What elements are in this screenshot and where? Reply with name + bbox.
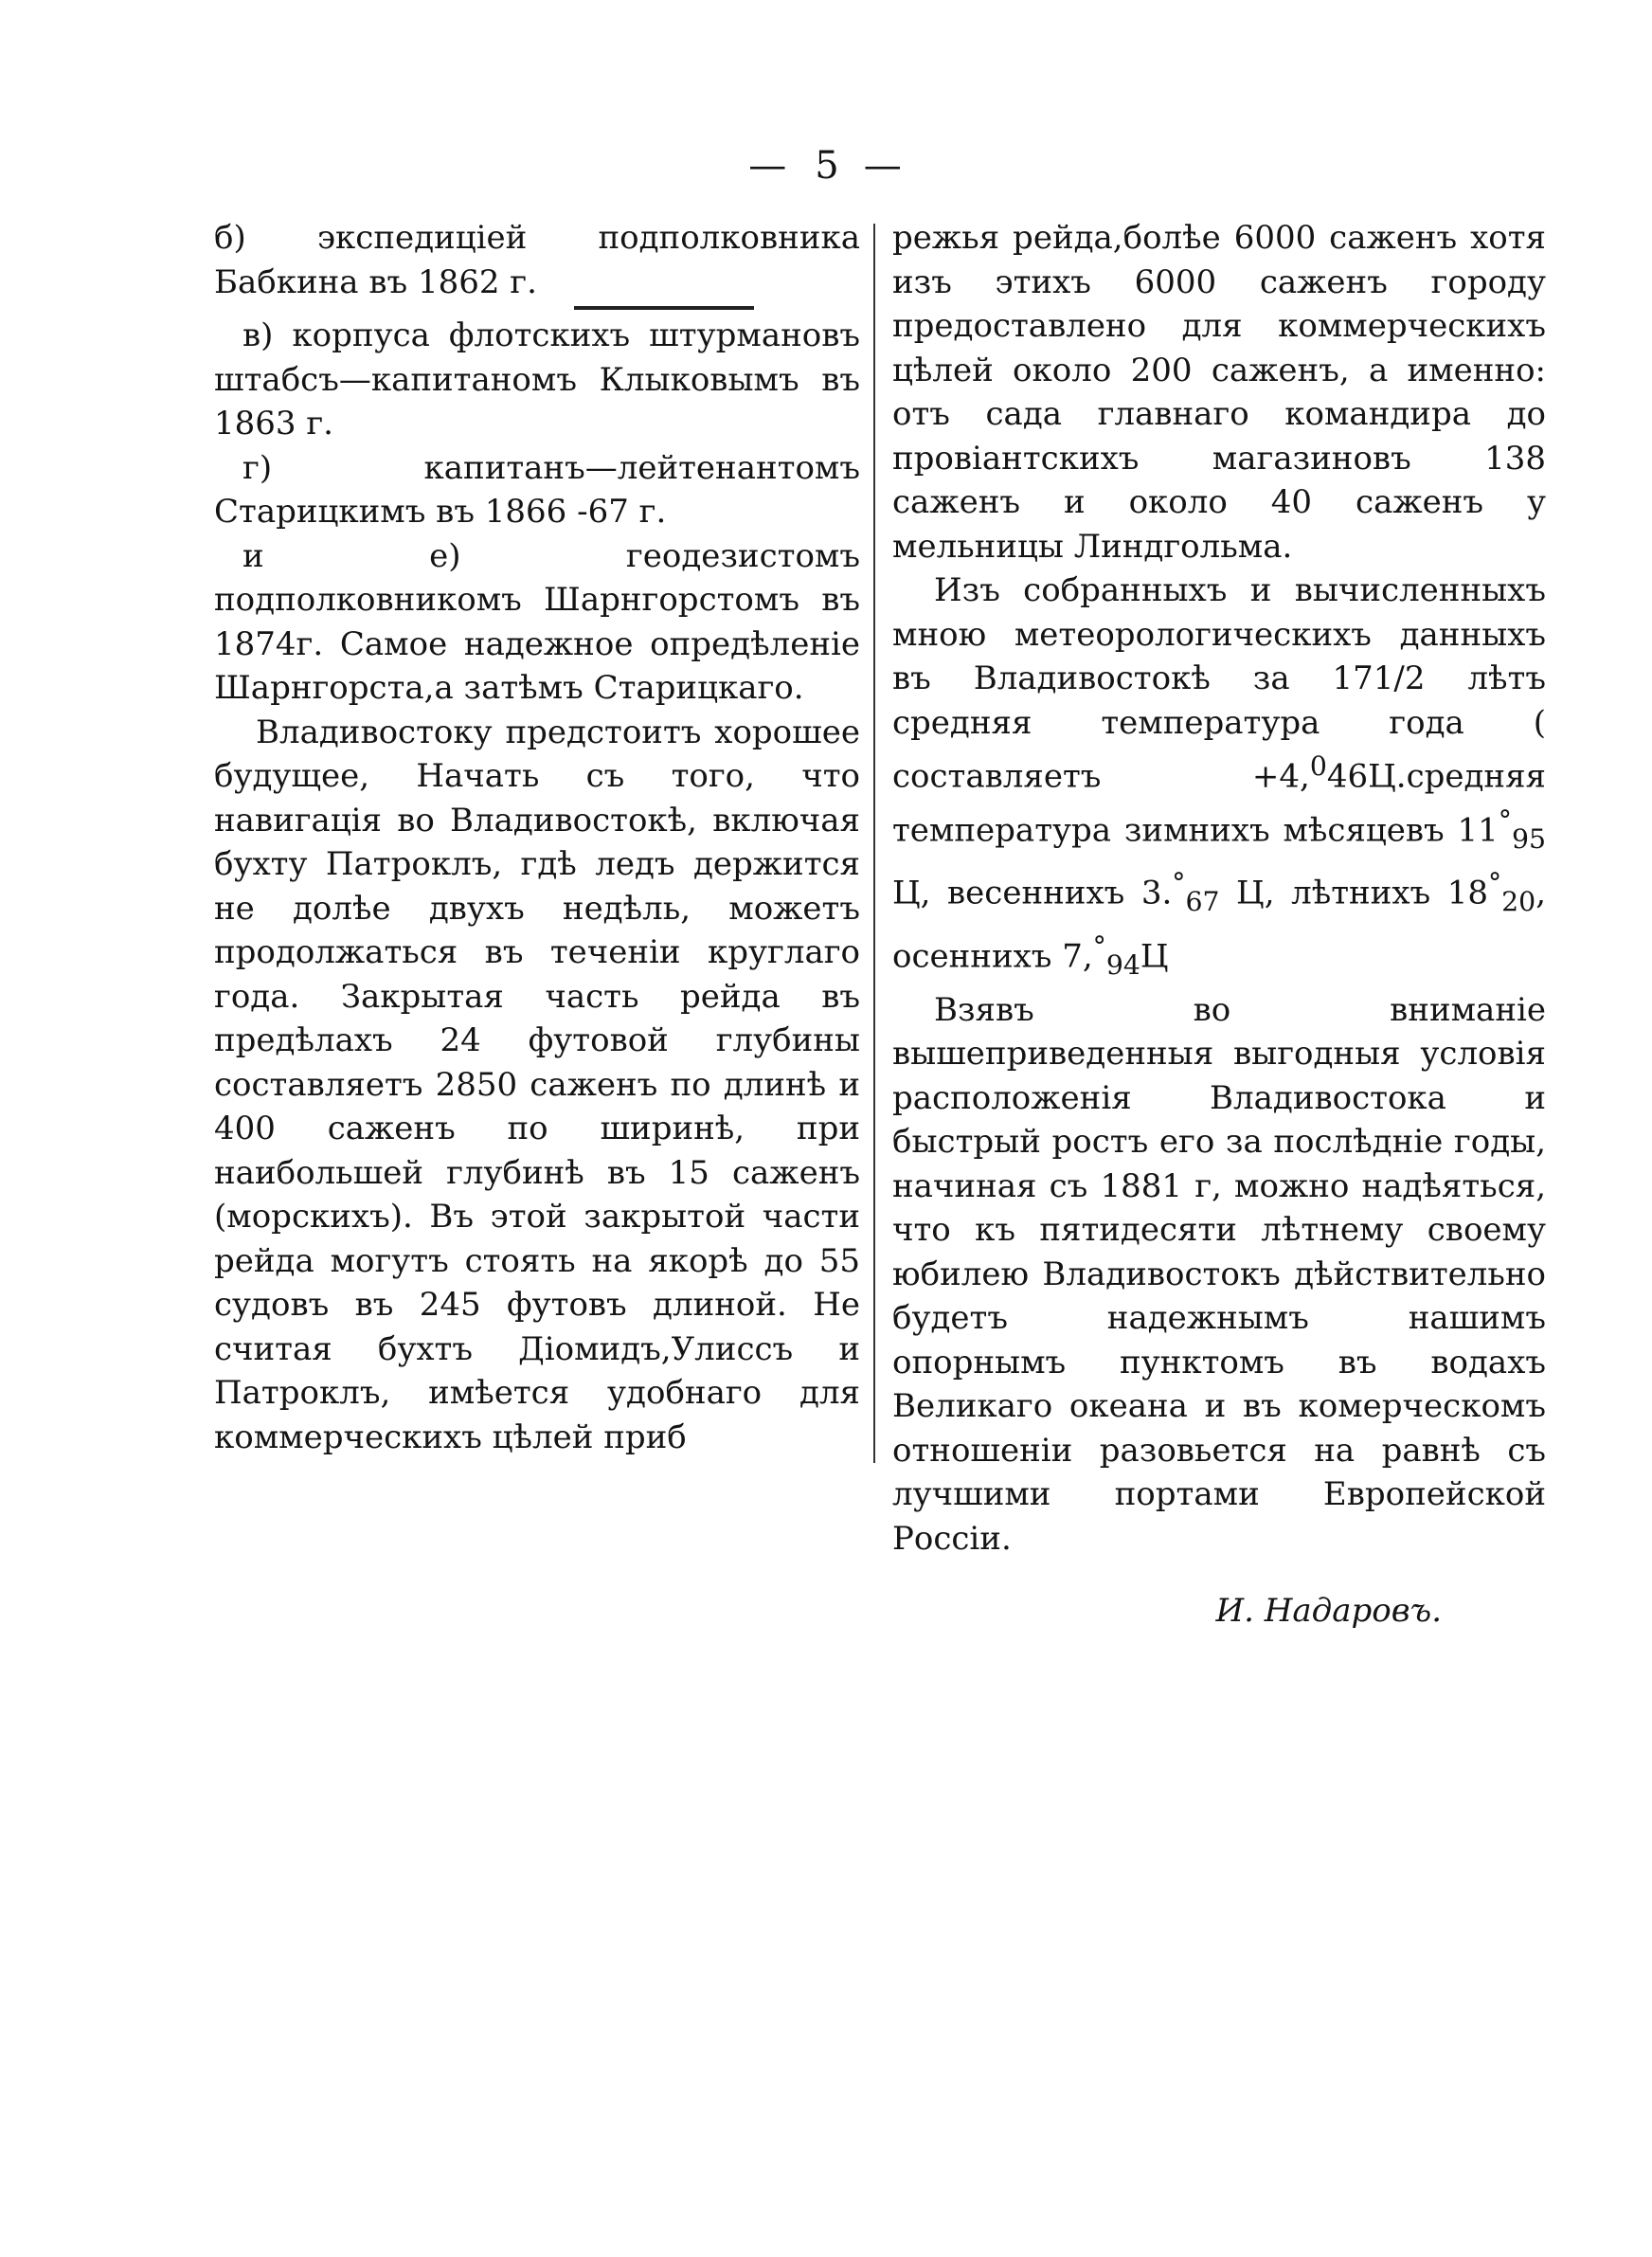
autumn-decimal: 94 (1105, 949, 1140, 982)
survey-item-b: б) экспедиціей подполковника Бабкина въ 1862 г. (214, 219, 860, 301)
climate-text-5: Ц, лѣтнихъ 18 (1219, 874, 1488, 912)
climate-text-6: , осеннихъ 7, (892, 874, 1546, 976)
survey-item-g: г) капитанъ—лейтенантомъ Старицкимъ въ 1866 -67 г. (214, 448, 860, 531)
author-signature: И. Надаровъ. (1215, 1592, 1442, 1631)
page-number-dash-left: — (748, 144, 789, 188)
page-number-dash-right: — (863, 144, 904, 188)
spring-decimal: 67 (1185, 886, 1220, 918)
survey-item-e: и е) геодезистомъ подполковникомъ Шарнгорстомъ въ 1874г. Самое надежное опредѣленіе Шарнгорста,а затѣмъ Старицкаго. (214, 536, 860, 707)
climate-text-3: 46Ц.средняя температура зимнихъ мѣсяцевъ 11 (892, 757, 1546, 850)
summer-degree: ° (1487, 867, 1502, 899)
survey-item-v: в) корпуса флотскихъ штурмановъ штабсъ—капитаномъ Клыковымъ въ 1863 г. (214, 316, 860, 442)
climate-text-1: Изъ собранныхъ и вычисленныхъ мною метеорологическихъ данныхъ въ Владивостокѣ за 17 (892, 571, 1546, 697)
conclusion-paragraph: Взявъ во вниманіе вышеприведенныя выгодныя условія расположенія Владивостока и быстрый ростъ его за послѣдніе годы, начиная съ 1881 г, можно надѣяться, что къ пятидесяти лѣтнему своему юбилею Владивостокъ дѣйствительно будетъ надежнымъ нашимъ опорнымъ пунктомъ въ водахъ Великаго океана и въ комерческомъ отношеніи разовьется на равнѣ съ лучшими портами Европейской Россіи. (892, 990, 1546, 1558)
spring-degree: ° (1172, 867, 1186, 899)
left-column (214, 216, 860, 1459)
mean-temp-degree: 0 (1309, 750, 1327, 782)
harbor-paragraph-continued: режья рейда,болѣе 6000 саженъ хотя изъ этихъ 6000 саженъ городу предоставлено для коммерческихъ цѣлей около 200 саженъ, а именно: отъ сада главнаго командира до провіантскихъ магазиновъ 138 саженъ и около 40 саженъ у мельницы Линдгольма. (892, 219, 1546, 566)
autumn-degree: ° (1092, 930, 1106, 963)
climate-paragraph (892, 569, 1546, 988)
separator-rule (574, 306, 754, 310)
climate-text-2: лѣтъ средняя температура года ( составляетъ +4, (892, 659, 1546, 796)
climate-text-7: Ц (1140, 937, 1169, 976)
column-divider (873, 224, 875, 1463)
summer-decimal: 20 (1501, 886, 1536, 918)
page-number (0, 144, 1652, 188)
climate-text-4: Ц, весеннихъ 3. (892, 874, 1173, 912)
winter-degree: ° (1498, 803, 1512, 836)
winter-decimal: 95 (1511, 822, 1546, 855)
right-column (892, 216, 1546, 1634)
climate-fraction: 1/2 (1373, 659, 1426, 697)
page-number-value: 5 (815, 144, 841, 188)
harbor-paragraph: Владивостоку предстоитъ хорошее будущее, Начать съ того, что навигація во Владивостокѣ, включая бухту Патроклъ, гдѣ ледъ держится не долѣе двухъ недѣль, можетъ продолжаться въ теченіи круглаго года. Закрытая часть рейда въ предѣлахъ 24 футовой глубины составляетъ 2850 саженъ по длинѣ и 400 саженъ по ширинѣ, при наибольшей глубинѣ въ 15 саженъ (морскихъ). Въ этой закрытой части рейда могутъ стоять на якорѣ до 55 судовъ въ 245 футовъ длиной. Не считая бухтъ Діомидъ,Улиссъ и Патроклъ, имѣется удобнаго для коммерческихъ цѣлей приб (214, 713, 860, 1456)
